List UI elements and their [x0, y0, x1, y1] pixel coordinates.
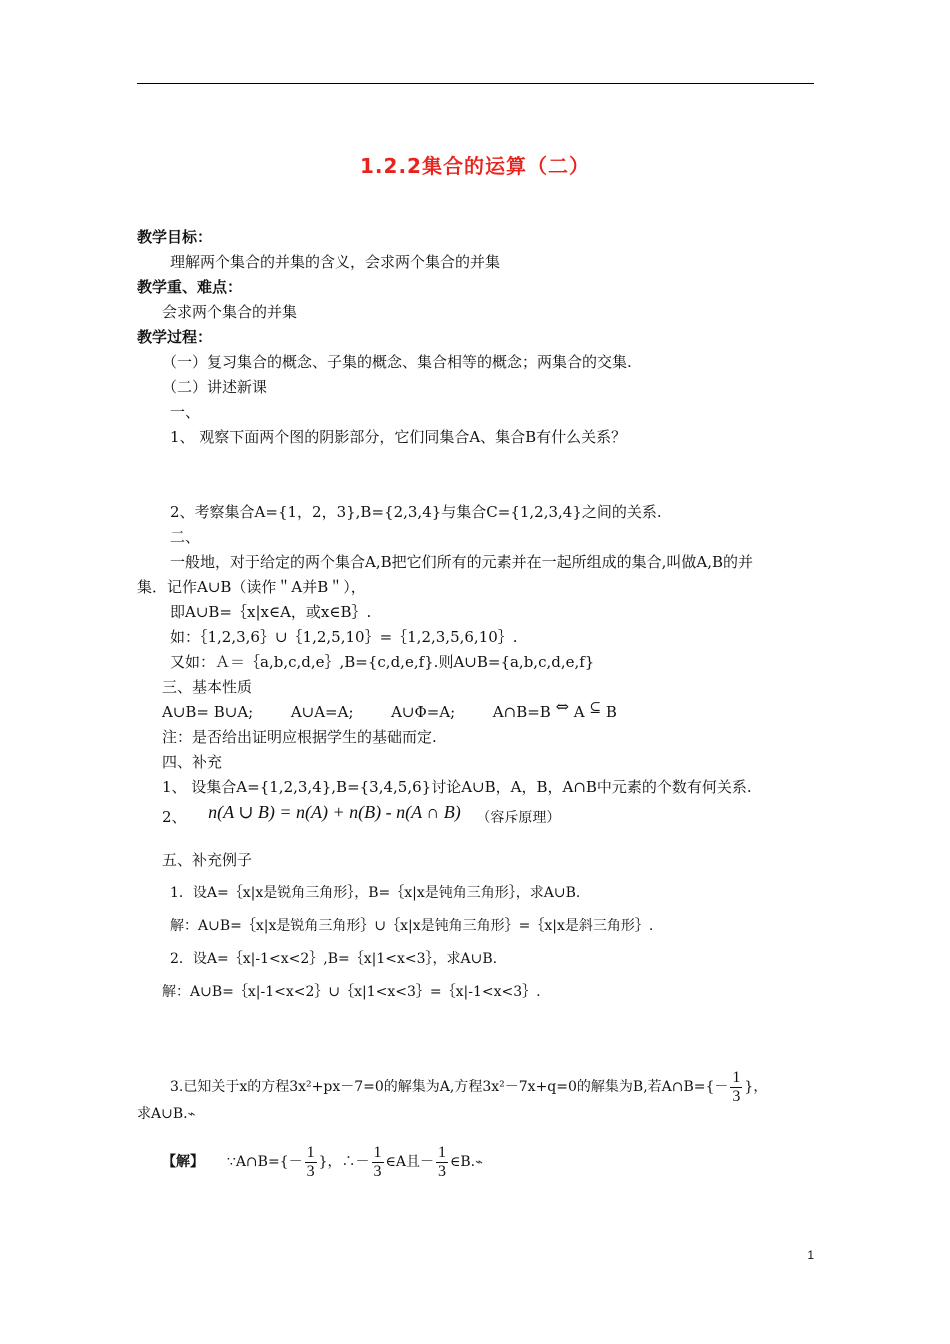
- objectives-heading: 教学目标：: [137, 228, 213, 246]
- scribble-mark: ⌁: [475, 1155, 483, 1170]
- example-one: 1．设A=｛x|x是锐角三角形｝，B=｛x|x是钝角三角形｝，求A∪B.: [170, 885, 581, 901]
- part-two-heading: 二、: [170, 528, 201, 546]
- example-three-question: 求A∪B.: [137, 1106, 188, 1122]
- solution-part-c: ∈A且－: [385, 1154, 434, 1170]
- solution-part-a: ∵A∩B={－: [226, 1154, 303, 1170]
- example-two: 2．设A=｛x|-1<x<2｝,B=｛x|1<x<3｝，求A∪B.: [170, 951, 498, 967]
- definition-line-3: 即A∪B=｛x|x∈A，或x∈B｝.: [170, 603, 372, 621]
- part-three-heading: 三、基本性质: [162, 678, 253, 696]
- property-intersection: A∩B=B: [492, 703, 551, 721]
- fraction-denominator: 3: [373, 1162, 382, 1180]
- inclusion-exclusion-formula: n(A ∪ B) = n(A) + n(B) - n(A ∩ B): [208, 802, 461, 822]
- process-heading: 教学过程：: [137, 328, 213, 346]
- example-three-statement: 3.已知关于x的方程3x²+px－7=0的解集为A,方程3x²－7x+q=0的解集为B,若A∩B={－: [170, 1079, 729, 1095]
- supplement-two-number: 2、: [162, 808, 187, 826]
- solution-label: 【解】: [162, 1154, 204, 1170]
- definition-line-1: 一般地，对于给定的两个集合A,B把它们所有的元素并在一起所组成的集合,叫做A,B的并: [170, 553, 754, 571]
- objectives-text: 理解两个集合的并集的含义，会求两个集合的并集: [170, 253, 501, 271]
- solution-three: [162, 1133, 483, 1192]
- property-set-b: B: [605, 703, 617, 721]
- property-empty-set: A∪Φ=A;: [391, 703, 456, 721]
- note-line: 注：是否给出证明应根据学生的基础而定.: [162, 728, 437, 746]
- supplement-two: [162, 801, 560, 825]
- page-number: 1: [807, 1248, 814, 1262]
- key-points-heading: 教学重、难点：: [137, 278, 243, 296]
- part-five-heading: 五、补充例子: [162, 851, 253, 869]
- new-lesson-line: （二）讲述新课: [162, 378, 268, 396]
- header-rule: [137, 83, 814, 84]
- solution-part-d: ∈B.: [450, 1154, 476, 1170]
- example-three-close: }，: [744, 1079, 768, 1095]
- key-points-text: 会求两个集合的并集: [162, 303, 298, 321]
- fraction-denominator: 3: [732, 1087, 741, 1105]
- scribble-mark: ⌁: [187, 1107, 196, 1122]
- fraction-denominator: 3: [438, 1162, 446, 1180]
- supplement-one: 1、 设集合A={1,2,3,4},B={3,4,5,6}讨论A∪B，A，B，A∩B中元素的个数有何关系.: [162, 778, 752, 796]
- example-line-1: 如：｛1,2,3,6｝∪｛1,2,5,10｝=｛1,2,3,5,6,10｝.: [170, 628, 518, 646]
- page-title: 1.2.2集合的运算（二）: [360, 154, 590, 178]
- example-one-solution: 解：A∪B=｛x|x是锐角三角形｝∪｛x|x是钝角三角形｝=｛x|x是斜三角形｝.: [170, 918, 654, 934]
- part-one-heading: 一、: [170, 403, 201, 421]
- review-line: （一）复习集合的概念、子集的概念、集合相等的概念；两集合的交集.: [162, 353, 632, 371]
- example-three-line-2: [137, 1103, 195, 1126]
- property-idempotent: A∪A=A;: [290, 703, 354, 721]
- fraction-denominator: 3: [306, 1162, 315, 1180]
- part-four-heading: 四、补充: [162, 753, 223, 771]
- item-two: 2、考察集合A={1，2，3},B={2,3,4}与集合C={1,2,3,4}之间的关系.: [170, 503, 662, 521]
- fraction-numerator: 1: [732, 1068, 741, 1086]
- fraction-one-third: [305, 1144, 317, 1181]
- fraction-numerator: 1: [306, 1143, 315, 1161]
- fraction-numerator: 1: [373, 1143, 382, 1161]
- fraction-numerator: 1: [438, 1143, 446, 1161]
- property-set-a: A: [573, 703, 585, 721]
- property-commutative: A∪B= B∪A;: [162, 703, 254, 721]
- example-line-2: 又如：Ａ＝｛a,b,c,d,e｝,B={c,d,e,f}.则A∪B={a,b,c,d,e,f}: [170, 653, 595, 671]
- solution-part-b: }，∴－: [318, 1154, 370, 1170]
- equivalence-symbol: ⇔: [555, 697, 569, 716]
- fraction-one-third: [372, 1144, 384, 1181]
- inclusion-exclusion-label: （容斥原理）: [476, 810, 561, 826]
- example-three: [170, 1058, 767, 1116]
- properties-line: [162, 697, 617, 724]
- definition-line-2: 集．记作A∪B（读作＂A并B＂），: [137, 578, 366, 596]
- item-one: 1、 观察下面两个图的阴影部分，它们同集合A、集合B有什么关系？: [170, 428, 627, 446]
- fraction-one-third: [436, 1144, 448, 1181]
- fraction-one-third: [730, 1069, 742, 1106]
- example-two-solution: 解：A∪B=｛x|-1<x<2｝∪｛x|1<x<3｝=｛x|-1<x<3｝.: [162, 984, 541, 1000]
- subset-symbol: ⊆: [589, 700, 602, 716]
